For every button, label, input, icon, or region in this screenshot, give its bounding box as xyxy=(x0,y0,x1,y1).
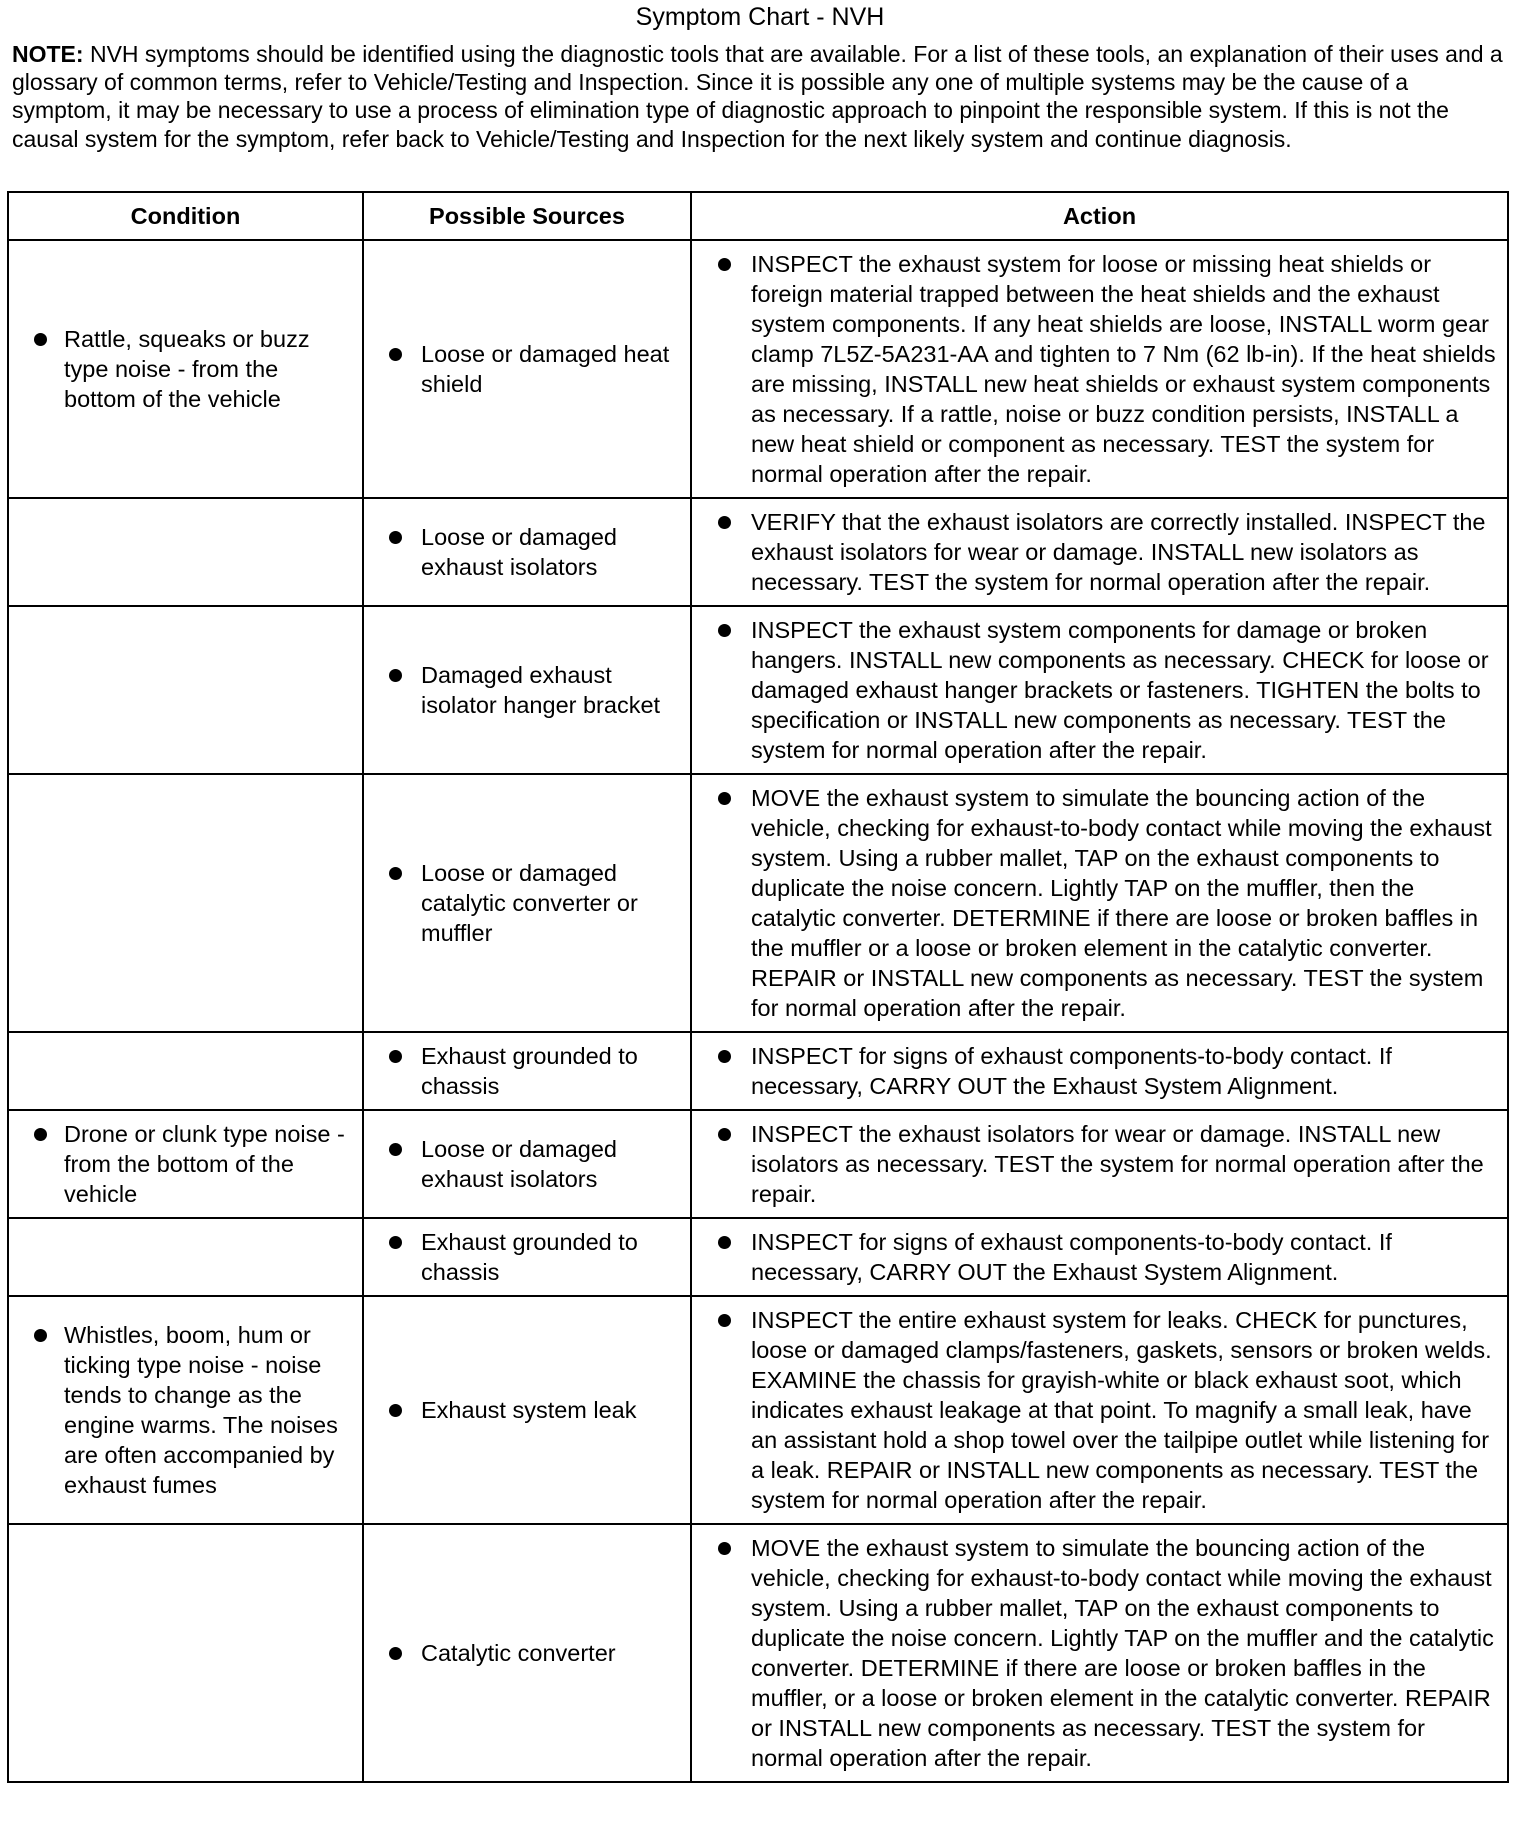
bullet-icon xyxy=(718,1542,731,1555)
action-cell xyxy=(691,240,1508,498)
source-text: Loose or damaged catalytic converter or muffler xyxy=(421,860,638,946)
note-paragraph xyxy=(12,40,1512,153)
table-body xyxy=(8,240,1508,1782)
condition-text: Rattle, squeaks or buzz type noise - from the bottom of the vehicle xyxy=(64,326,310,412)
condition-cell xyxy=(8,240,363,498)
action-text: INSPECT for signs of exhaust components-to-body contact. If necessary, CARRY OUT the Exhaust System Alignment. xyxy=(751,1229,1392,1285)
action-bullet-item xyxy=(692,783,1497,1023)
condition-cell xyxy=(8,1524,363,1782)
source-bullet-item xyxy=(364,1227,680,1287)
condition-cell xyxy=(8,498,363,606)
bullet-icon xyxy=(389,1143,402,1156)
action-text: VERIFY that the exhaust isolators are correctly installed. INSPECT the exhaust isolators for wear or damage. INSTALL new isolators as necessary. TEST the system for normal operation after the repair. xyxy=(751,509,1486,595)
bullet-icon xyxy=(389,669,402,682)
action-bullet-item xyxy=(692,507,1497,597)
table-row xyxy=(8,498,1508,606)
table-row xyxy=(8,1524,1508,1782)
source-cell xyxy=(363,1524,691,1782)
source-cell xyxy=(363,774,691,1032)
header-action: Action xyxy=(691,192,1508,240)
action-cell xyxy=(691,498,1508,606)
action-cell xyxy=(691,1218,1508,1296)
table-row xyxy=(8,240,1508,498)
source-text: Loose or damaged exhaust isolators xyxy=(421,524,617,580)
source-cell xyxy=(363,1110,691,1218)
source-text: Loose or damaged exhaust isolators xyxy=(421,1136,617,1192)
bullet-icon xyxy=(389,1236,402,1249)
table-row xyxy=(8,606,1508,774)
action-cell xyxy=(691,1032,1508,1110)
condition-cell xyxy=(8,1032,363,1110)
table-header-row xyxy=(8,192,1508,240)
bullet-icon xyxy=(389,1647,402,1660)
source-bullet-item xyxy=(364,858,680,948)
bullet-icon xyxy=(34,1329,47,1342)
source-text: Exhaust grounded to chassis xyxy=(421,1229,638,1285)
action-text: MOVE the exhaust system to simulate the bouncing action of the vehicle, checking for exhaust-to-body contact while moving the exhaust system. Using a rubber mallet, TAP on the exhaust components to duplicate the noise concern. Lightly TAP on the muffler, then the catalytic converter. DETERMINE if there are loose or broken baffles in the muffler or a loose or broken element in the catalytic converter. REPAIR or INSTALL new components as necessary. TEST the system for normal operation after the repair. xyxy=(751,785,1492,1021)
header-possible-sources: Possible Sources xyxy=(363,192,691,240)
bullet-icon xyxy=(389,1404,402,1417)
source-bullet-item xyxy=(364,1395,680,1425)
source-text: Catalytic converter xyxy=(421,1640,616,1666)
source-bullet-item xyxy=(364,660,680,720)
source-cell xyxy=(363,1296,691,1524)
note-label: NOTE: xyxy=(12,41,84,67)
table-row xyxy=(8,1296,1508,1524)
condition-bullet-item xyxy=(9,1320,352,1500)
source-bullet-item xyxy=(364,1134,680,1194)
source-cell xyxy=(363,240,691,498)
source-text: Exhaust system leak xyxy=(421,1397,637,1423)
source-cell xyxy=(363,498,691,606)
source-cell xyxy=(363,606,691,774)
bullet-icon xyxy=(718,792,731,805)
condition-bullet-item xyxy=(9,324,352,414)
table-row xyxy=(8,1110,1508,1218)
source-bullet-item xyxy=(364,1041,680,1101)
bullet-icon xyxy=(718,1236,731,1249)
action-text: INSPECT the exhaust system components for damage or broken hangers. INSTALL new components as necessary. CHECK for loose or damaged exhaust hanger brackets or fasteners. TIGHTEN the bolts to specification or INSTALL new components as necessary. TEST the system for normal operation after the repair. xyxy=(751,617,1489,763)
action-bullet-item xyxy=(692,615,1497,765)
source-text: Exhaust grounded to chassis xyxy=(421,1043,638,1099)
action-cell xyxy=(691,606,1508,774)
source-bullet-item xyxy=(364,339,680,399)
action-cell xyxy=(691,1524,1508,1782)
bullet-icon xyxy=(389,1050,402,1063)
page-title: Symptom Chart - NVH xyxy=(635,3,885,31)
bullet-icon xyxy=(718,258,731,271)
action-cell xyxy=(691,1110,1508,1218)
action-cell xyxy=(691,774,1508,1032)
bullet-icon xyxy=(718,1128,731,1141)
condition-cell xyxy=(8,606,363,774)
condition-text: Whistles, boom, hum or ticking type noise - noise tends to change as the engine warms. The noises are often accompanied by exhaust fumes xyxy=(64,1322,338,1498)
condition-bullet-item xyxy=(9,1119,352,1209)
condition-cell xyxy=(8,774,363,1032)
source-bullet-item xyxy=(364,1638,680,1668)
source-bullet-item xyxy=(364,522,680,582)
note-text: NVH symptoms should be identified using the diagnostic tools that are available. For a list of these tools, an explanation of their uses and a glossary of common terms, refer to Vehicle/Testing and Inspection. Since it is possible any one of multiple systems may be the cause of a symptom, it may be necessary to use a process of elimination type of diagnostic approach to pinpoint the responsible system. If this is not the causal system for the symptom, refer back to Vehicle/Testing and Inspection for the next likely system and continue diagnosis. xyxy=(12,41,1503,152)
action-bullet-item xyxy=(692,1227,1497,1287)
source-cell xyxy=(363,1032,691,1110)
bullet-icon xyxy=(389,531,402,544)
condition-cell xyxy=(8,1296,363,1524)
action-text: MOVE the exhaust system to simulate the bouncing action of the vehicle, checking for exhaust-to-body contact while moving the exhaust system. Using a rubber mallet, TAP on the exhaust components to duplicate the noise concern. Lightly TAP on the muffler and the catalytic converter. DETERMINE if there are loose or broken baffles in the muffler, or a loose or broken element in the catalytic converter. REPAIR or INSTALL new components as necessary. TEST the system for normal operation after the repair. xyxy=(751,1535,1494,1771)
bullet-icon xyxy=(718,1314,731,1327)
action-text: INSPECT for signs of exhaust components-to-body contact. If necessary, CARRY OUT the Exhaust System Alignment. xyxy=(751,1043,1392,1099)
action-bullet-item xyxy=(692,1041,1497,1101)
bullet-icon xyxy=(718,516,731,529)
action-bullet-item xyxy=(692,1533,1497,1773)
action-cell xyxy=(691,1296,1508,1524)
source-text: Loose or damaged heat shield xyxy=(421,341,670,397)
action-bullet-item xyxy=(692,249,1497,489)
bullet-icon xyxy=(718,624,731,637)
table-row xyxy=(8,1032,1508,1110)
condition-text: Drone or clunk type noise - from the bottom of the vehicle xyxy=(64,1121,345,1207)
bullet-icon xyxy=(389,867,402,880)
bullet-icon xyxy=(34,1128,47,1141)
bullet-icon xyxy=(718,1050,731,1063)
action-text: INSPECT the exhaust isolators for wear or damage. INSTALL new isolators as necessary. TEST the system for normal operation after the repair. xyxy=(751,1121,1484,1207)
condition-cell xyxy=(8,1110,363,1218)
action-text: INSPECT the entire exhaust system for leaks. CHECK for punctures, loose or damaged clamps/fasteners, gaskets, sensors or broken welds. EXAMINE the chassis for grayish-white or black exhaust soot, which indicates exhaust leakage at that point. To magnify a small leak, have an assistant hold a shop towel over the tailpipe outlet while listening for a leak. REPAIR or INSTALL new components as necessary. TEST the system for normal operation after the repair. xyxy=(751,1307,1492,1513)
action-bullet-item xyxy=(692,1305,1497,1515)
condition-cell xyxy=(8,1218,363,1296)
source-cell xyxy=(363,1218,691,1296)
action-bullet-item xyxy=(692,1119,1497,1209)
action-text: INSPECT the exhaust system for loose or missing heat shields or foreign material trapped between the heat shields and the exhaust system components. If any heat shields are loose, INSTALL worm gear clamp 7L5Z-5A231-AA and tighten to 7 Nm (62 lb-in). If the heat shields are missing, INSTALL new heat shields or exhaust system components as necessary. If a rattle, noise or buzz condition persists, INSTALL a new heat shield or component as necessary. TEST the system for normal operation after the repair. xyxy=(751,251,1496,487)
table-row xyxy=(8,774,1508,1032)
bullet-icon xyxy=(34,333,47,346)
source-text: Damaged exhaust isolator hanger bracket xyxy=(421,662,661,718)
bullet-icon xyxy=(389,348,402,361)
symptom-chart-table xyxy=(7,191,1509,1783)
table-row xyxy=(8,1218,1508,1296)
header-condition: Condition xyxy=(8,192,363,240)
